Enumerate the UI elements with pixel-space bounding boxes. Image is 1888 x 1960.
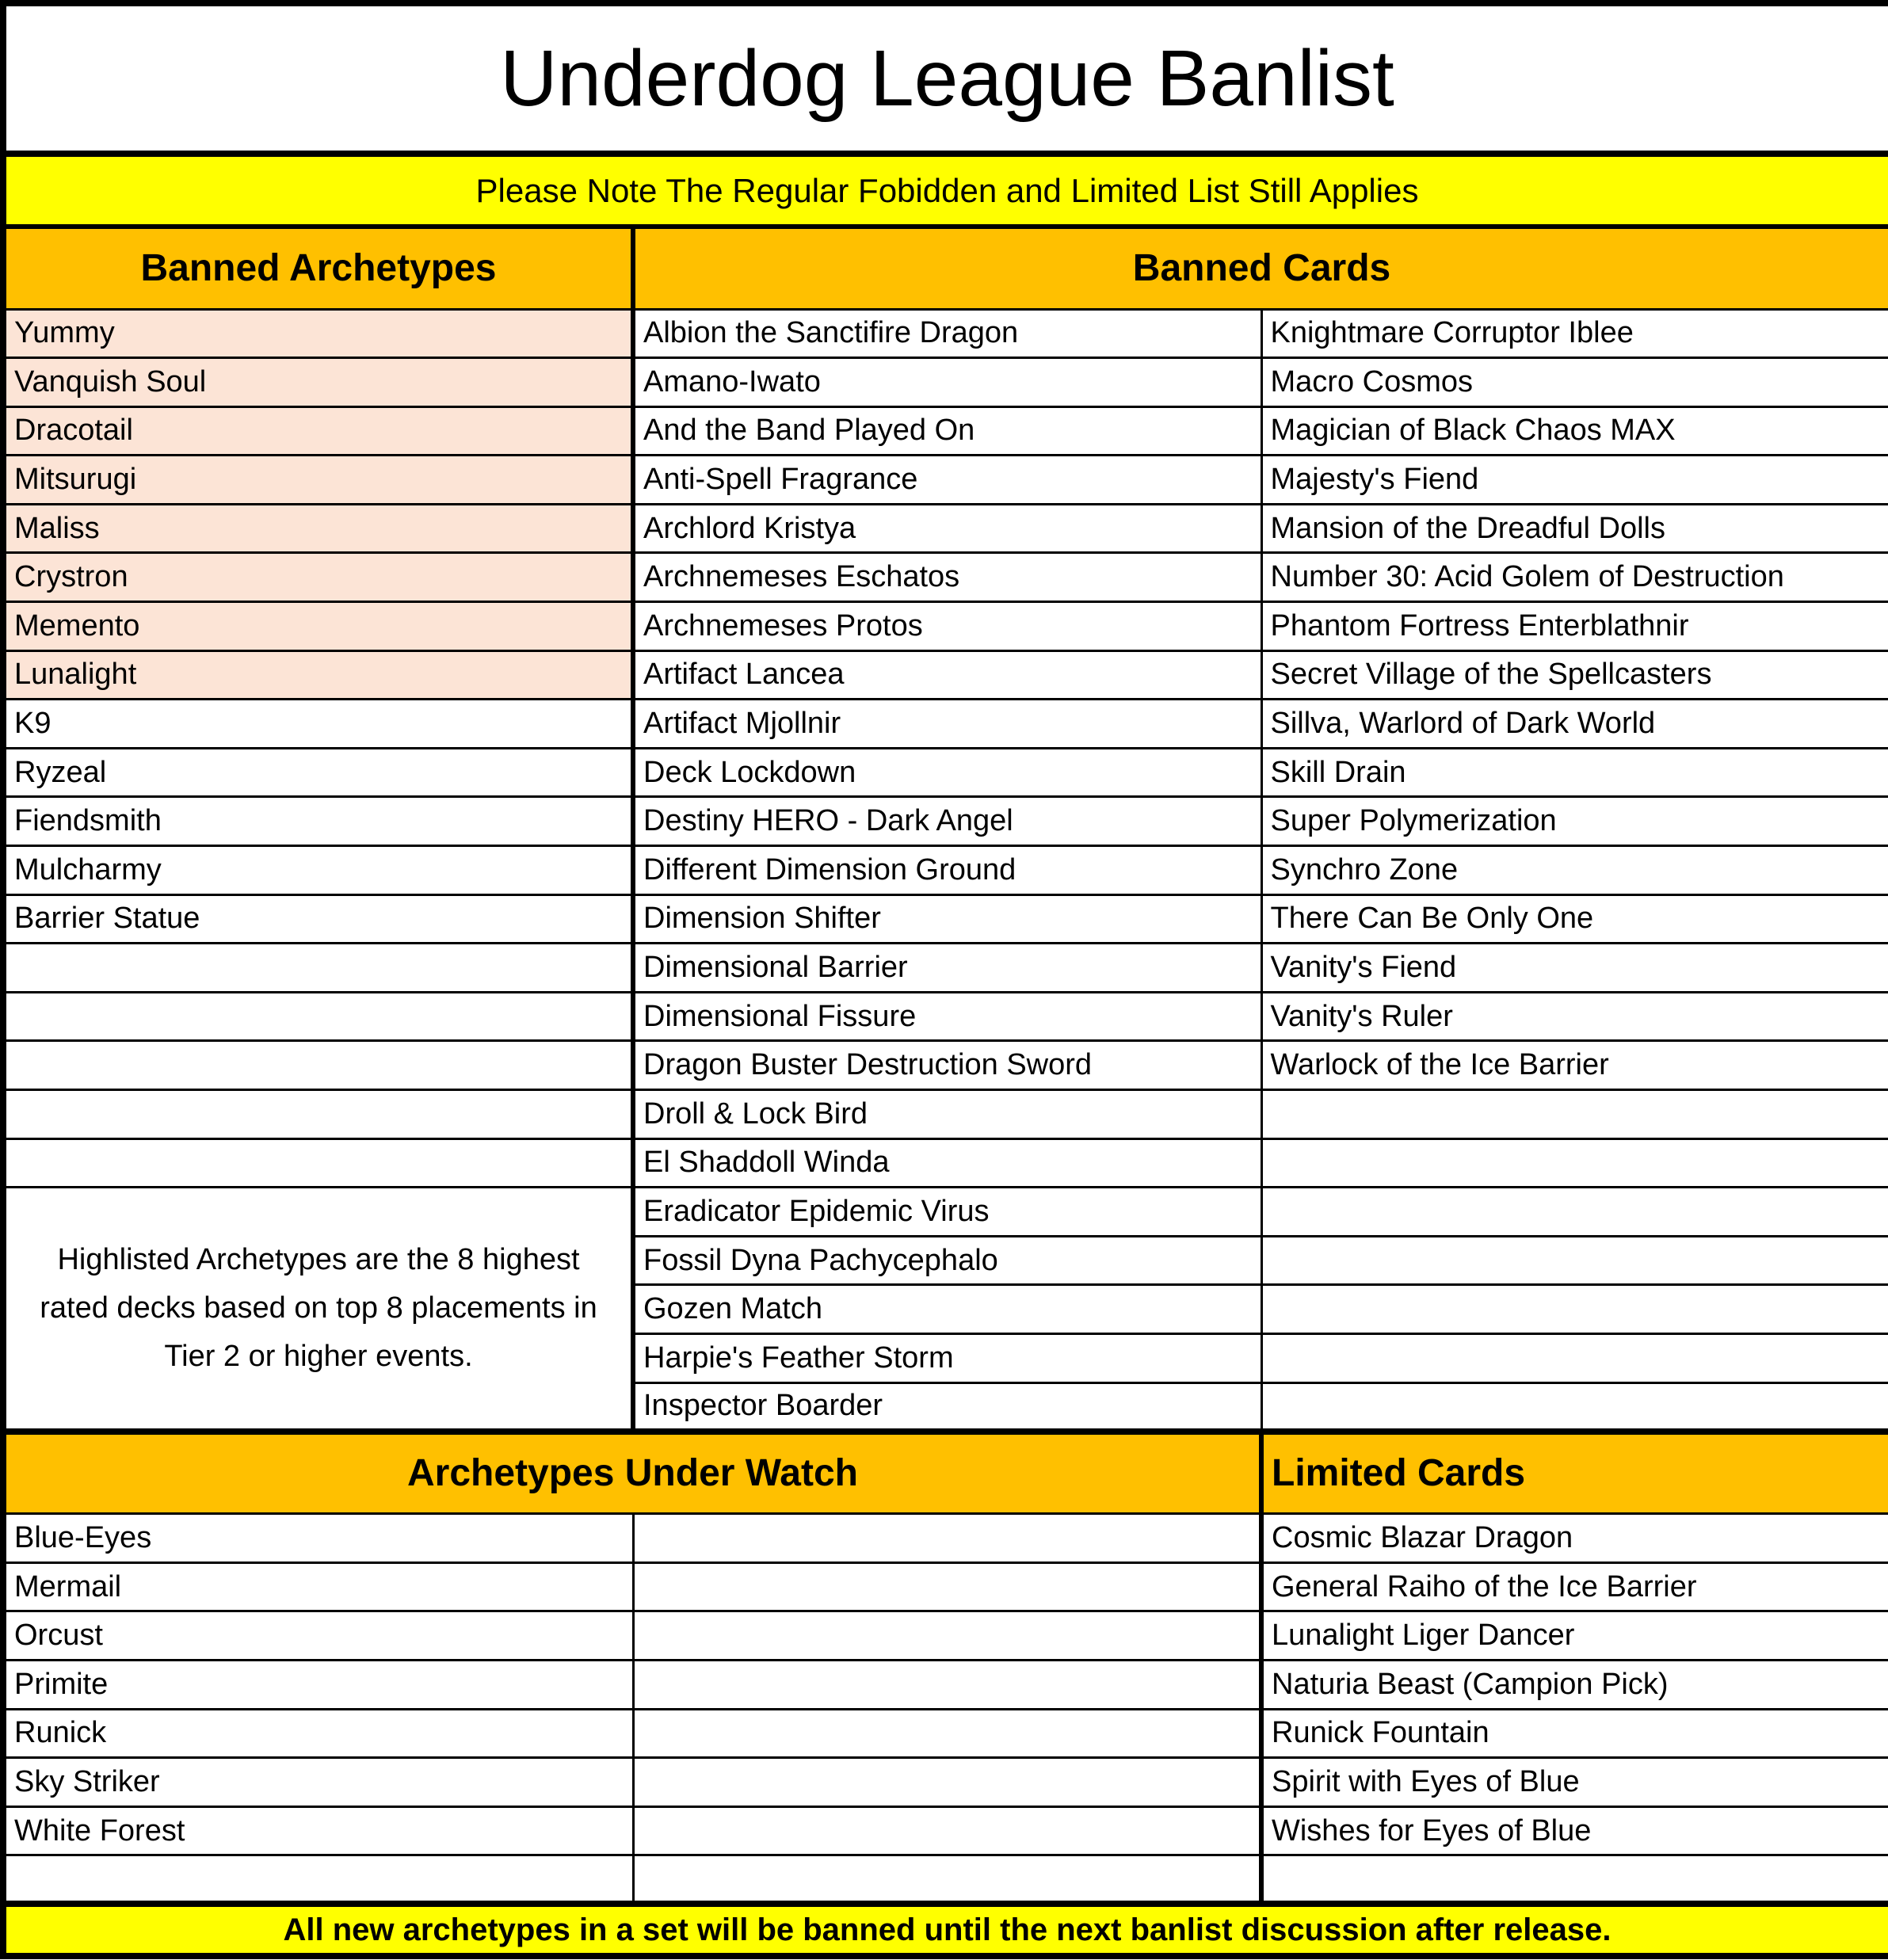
table-row (3, 309, 1888, 358)
banned-card-cell: Warlock of the Ice Barrier (1261, 1041, 1888, 1090)
banned-archetype-cell: Fiendsmith (3, 797, 633, 846)
watch-archetype-cell (3, 1855, 633, 1905)
banned-card-cell: Macro Cosmos (1261, 358, 1888, 407)
limited-card-cell: Lunalight Liger Dancer (1261, 1611, 1888, 1661)
banned-archetype-cell (3, 1138, 633, 1188)
table-row (3, 797, 1888, 846)
table-row (3, 1041, 1888, 1090)
watch-archetype-cell: Primite (3, 1660, 633, 1709)
banned-card-cell: Dimension Shifter (633, 894, 1261, 944)
banned-card-cell: Amano-Iwato (633, 358, 1261, 407)
banned-card-cell (1261, 1382, 1888, 1432)
table-row (3, 1758, 1888, 1807)
limited-card-cell: Wishes for Eyes of Blue (1261, 1806, 1888, 1855)
watch-archetype-cell: Orcust (3, 1611, 633, 1661)
table-row (3, 1562, 1888, 1611)
banned-card-cell: Gozen Match (633, 1285, 1261, 1334)
empty-cell (633, 1611, 1261, 1661)
table-row (3, 1188, 1888, 1237)
banned-card-cell: Dimensional Fissure (633, 992, 1261, 1041)
banned-cards-header: Banned Cards (633, 227, 1888, 309)
banned-archetype-cell (3, 944, 633, 993)
banned-card-cell: Anti-Spell Fragrance (633, 456, 1261, 505)
banned-card-cell: Super Polymerization (1261, 797, 1888, 846)
table-row (3, 1855, 1888, 1905)
banned-card-cell: Phantom Fortress Enterblathnir (1261, 602, 1888, 651)
watch-archetype-cell: Mermail (3, 1562, 633, 1611)
banned-card-cell: Harpie's Feather Storm (633, 1333, 1261, 1382)
page-title: Underdog League Banlist (3, 3, 1888, 154)
watch-archetype-cell: Sky Striker (3, 1758, 633, 1807)
table-row (3, 650, 1888, 700)
limited-card-cell: Naturia Beast (Campion Pick) (1261, 1660, 1888, 1709)
table-row (3, 700, 1888, 749)
table-row (3, 944, 1888, 993)
banned-card-cell (1261, 1333, 1888, 1382)
empty-cell (633, 1855, 1261, 1905)
banned-card-cell: Different Dimension Ground (633, 846, 1261, 895)
banned-archetype-cell: Memento (3, 602, 633, 651)
banned-card-cell (1261, 1138, 1888, 1188)
banned-card-cell: Inspector Boarder (633, 1382, 1261, 1432)
banned-archetype-cell (3, 1041, 633, 1090)
banned-archetype-cell (3, 992, 633, 1041)
watch-archetype-cell: Blue-Eyes (3, 1514, 633, 1563)
empty-cell (633, 1660, 1261, 1709)
empty-cell (633, 1758, 1261, 1807)
banned-archetype-cell: Mulcharmy (3, 846, 633, 895)
banned-card-cell: Dragon Buster Destruction Sword (633, 1041, 1261, 1090)
banned-archetype-cell: Maliss (3, 504, 633, 553)
watch-archetype-cell: White Forest (3, 1806, 633, 1855)
banned-archetype-cell: Lunalight (3, 650, 633, 700)
limited-card-cell: Runick Fountain (1261, 1709, 1888, 1758)
table-row (3, 846, 1888, 895)
banned-card-cell: Archnemeses Eschatos (633, 553, 1261, 602)
table-row (3, 456, 1888, 505)
banned-archetype-cell (3, 1090, 633, 1139)
banned-archetype-cell: Barrier Statue (3, 894, 633, 944)
empty-cell (633, 1709, 1261, 1758)
table-row (3, 1660, 1888, 1709)
table-row (3, 504, 1888, 553)
archetypes-under-watch-header: Archetypes Under Watch (3, 1432, 1261, 1514)
banned-archetype-cell: Yummy (3, 309, 633, 358)
banned-archetype-cell: Crystron (3, 553, 633, 602)
banned-card-cell: Vanity's Ruler (1261, 992, 1888, 1041)
banned-card-cell: Vanity's Fiend (1261, 944, 1888, 993)
banned-card-cell: Artifact Mjollnir (633, 700, 1261, 749)
table-row (3, 748, 1888, 797)
banned-card-cell (1261, 1285, 1888, 1334)
banned-card-cell: El Shaddoll Winda (633, 1138, 1261, 1188)
banned-archetypes-header: Banned Archetypes (3, 227, 633, 309)
table-row (3, 1611, 1888, 1661)
table-row (3, 602, 1888, 651)
banned-card-cell (1261, 1090, 1888, 1139)
table-row (3, 992, 1888, 1041)
banned-card-cell: Archlord Kristya (633, 504, 1261, 553)
table-row (3, 358, 1888, 407)
limited-card-cell: Spirit with Eyes of Blue (1261, 1758, 1888, 1807)
empty-cell (633, 1806, 1261, 1855)
limited-card-cell: Cosmic Blazar Dragon (1261, 1514, 1888, 1563)
banned-card-cell: Magician of Black Chaos MAX (1261, 406, 1888, 456)
banned-card-cell (1261, 1236, 1888, 1285)
banned-archetype-cell: Mitsurugi (3, 456, 633, 505)
banned-card-cell: Destiny HERO - Dark Angel (633, 797, 1261, 846)
banned-card-cell: Knightmare Corruptor Iblee (1261, 309, 1888, 358)
table-row (3, 1709, 1888, 1758)
banned-card-cell: Number 30: Acid Golem of Destruction (1261, 553, 1888, 602)
banned-card-cell: Secret Village of the Spellcasters (1261, 650, 1888, 700)
banned-archetype-cell: K9 (3, 700, 633, 749)
table-row (3, 894, 1888, 944)
banned-card-cell: Synchro Zone (1261, 846, 1888, 895)
banned-card-cell: Sillva, Warlord of Dark World (1261, 700, 1888, 749)
banned-card-cell: There Can Be Only One (1261, 894, 1888, 944)
banned-card-cell: Droll & Lock Bird (633, 1090, 1261, 1139)
banned-card-cell: Eradicator Epidemic Virus (633, 1188, 1261, 1237)
limited-cards-header: Limited Cards (1261, 1432, 1888, 1514)
table-row (3, 1806, 1888, 1855)
banned-archetype-cell: Vanquish Soul (3, 358, 633, 407)
highlight-explanation: Highlisted Archetypes are the 8 highest rated decks based on top 8 placements in Tier 2 or higher events. (3, 1188, 633, 1432)
banned-card-cell: Archnemeses Protos (633, 602, 1261, 651)
banned-card-cell: Skill Drain (1261, 748, 1888, 797)
footer-note: All new archetypes in a set will be banned until the next banlist discussion after release. (3, 1904, 1888, 1956)
table-row (3, 1138, 1888, 1188)
banned-card-cell: Mansion of the Dreadful Dolls (1261, 504, 1888, 553)
banned-card-cell: Artifact Lancea (633, 650, 1261, 700)
table-row (3, 1090, 1888, 1139)
banned-card-cell: Majesty's Fiend (1261, 456, 1888, 505)
empty-cell (633, 1514, 1261, 1563)
banned-card-cell (1261, 1188, 1888, 1237)
table-row (3, 1514, 1888, 1563)
banned-card-cell: Deck Lockdown (633, 748, 1261, 797)
banned-archetype-cell: Ryzeal (3, 748, 633, 797)
forbidden-list-note: Please Note The Regular Fobidden and Limited List Still Applies (3, 154, 1888, 227)
limited-card-cell: General Raiho of the Ice Barrier (1261, 1562, 1888, 1611)
banned-card-cell: Dimensional Barrier (633, 944, 1261, 993)
banned-card-cell: Fossil Dyna Pachycephalo (633, 1236, 1261, 1285)
banned-archetype-cell: Dracotail (3, 406, 633, 456)
watch-archetype-cell: Runick (3, 1709, 633, 1758)
banned-card-cell: And the Band Played On (633, 406, 1261, 456)
banned-card-cell: Albion the Sanctifire Dragon (633, 309, 1261, 358)
table-row (3, 406, 1888, 456)
empty-cell (633, 1562, 1261, 1611)
limited-card-cell (1261, 1855, 1888, 1905)
table-row (3, 553, 1888, 602)
